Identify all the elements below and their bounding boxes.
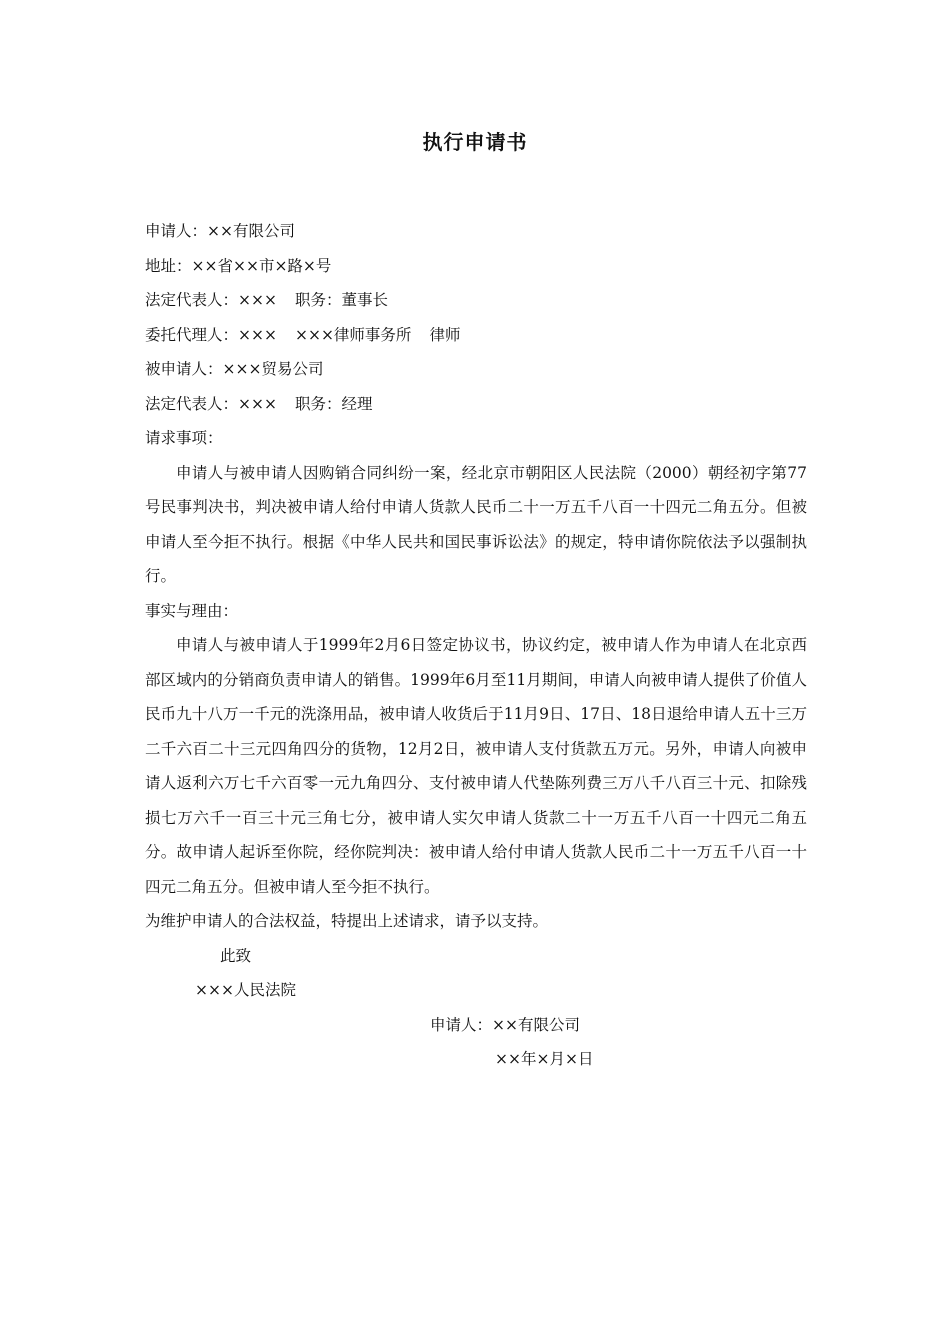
respondent-representative-line (145, 387, 807, 422)
agent-firm: ×××律师事务所 (294, 325, 412, 344)
conclusion-line: 为维护申请人的合法权益，特提出上述请求，请予以支持。 (145, 912, 549, 930)
facts-paragraph: 申请人与被申请人于1999年2月6日签定协议书，协议约定，被申请人作为申请人在北京西部区域内的分销商负责申请人的销售。1999年6月至11月期间，申请人向被申请人提供了价值人民币九十八万一千元的洗涤用品，被申请人收货后于11月9日、17日、18日退给申请人五十三万二千六百二十三元四角四分的货物，12月2日，被申请人支付货款五万元。另外，申请人向被申请人返利六万七千六百零一元九角四分、支付被申请人代垫陈列费三万八千八百三十元、扣除残损七万六千一百三十元三角七分，被申请人实欠申请人货款二十一万五千八百一十四元二角五分。故申请人起诉至你院，经你院判决：被申请人给付申请人货款人民币二十一万五千八百一十四元二角五分。但被申请人至今拒不执行。 (145, 636, 807, 896)
claims-heading: 请求事项： (145, 429, 223, 447)
claims-paragraph: 申请人与被申请人因购销合同纠纷一案，经北京市朝阳区人民法院（2000）朝经初字第77号民事判决书，判决被申请人给付申请人货款人民币二十一万五千八百一十四元二角五分。但被申请人至今拒不执行。根据《中华人民共和国民事诉讼法》的规定，特申请你院依法予以强制执行。 (145, 463, 807, 585)
legal-representative-position: 职务：董事长 (294, 291, 388, 309)
court-name: ×××人民法院 (195, 981, 296, 999)
agent-title: 律师 (429, 325, 461, 344)
respondent-line: 被申请人：×××贸易公司 (145, 360, 324, 378)
legal-representative-line (145, 283, 807, 318)
applicant-line: 申请人：××有限公司 (145, 222, 295, 240)
agent-name: 委托代理人：××× (145, 325, 277, 344)
signature-line: 申请人：××有限公司 (430, 1015, 580, 1034)
facts-heading: 事实与理由： (145, 601, 239, 620)
closing-salutation: 此致 (220, 946, 252, 965)
date-line: ××年×月×日 (495, 1050, 594, 1068)
document-body (145, 214, 807, 1077)
legal-representative-name: 法定代表人：××× (145, 291, 277, 309)
agent-line (145, 318, 807, 353)
respondent-representative-name: 法定代表人：××× (145, 394, 277, 413)
address-line: 地址：××省××市×路×号 (145, 256, 332, 275)
respondent-representative-position: 职务：经理 (294, 394, 373, 413)
document-title: 执行申请书 (422, 130, 528, 154)
